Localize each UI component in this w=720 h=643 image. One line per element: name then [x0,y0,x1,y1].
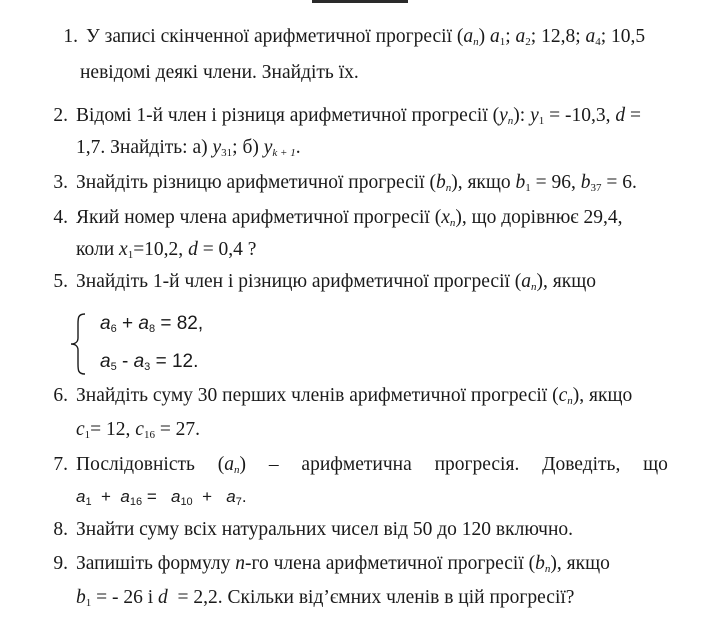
problem-6-line-1: Знайдіть суму 30 перших членів арифметичної прогресії $(c_n)$, якщо [76,385,633,407]
problem-number: 6. [53,385,68,406]
system-brace [68,312,88,376]
problem-1-line-1: У записі скінченної арифметичної прогресії $(a_n)$ $a_1$; $a_2$; 12,8; $a_4$; 10,5 [86,26,646,48]
problem-7-line-2: $a_1 + a_{16} = a_{10} + a_7$. [76,487,247,508]
problem-number: 3. [53,172,68,193]
problem-3-line-1: Знайдіть різницю арифметичної прогресії $(b_n)$, якщо $b_1 = 96$, $b_{37} = 6$. [76,172,637,194]
problem-6-line-2: $c_1= 12$, $c_{16} = 27$. [76,419,201,441]
top-edge-mark [312,0,408,3]
problem-number: 8. [53,519,68,540]
problem-2-line-2: 1,7. Знайдіть: а) $y_{31}$; б) $y_{k + 1}$. [76,137,301,159]
problem-number: 9. [53,553,68,574]
problem-4-line-1: Який номер члена арифметичної прогресії $(x_n)$, що дорівнює 29,4, [76,207,623,229]
problem-9-line-1: Запишіть формулу n-го члена арифметичної прогресії $(b_n)$, якщо [76,553,610,575]
problem-8-line-1: Знайти суму всіх натуральних чисел від 50 до 120 включно. [76,519,574,540]
system-equation-2: $a_5 - a_3 = 12$. [100,351,199,373]
problem-number: 4. [53,207,68,228]
problem-number: 7. [53,454,68,475]
problem-2-line-1: Відомі 1-й член і різниця арифметичної прогресії $(y_n)$: $y_1 = -10,3$, d = [76,105,641,127]
problem-1-line-2: невідомі деякі члени. Знайдіть їх. [80,62,359,83]
problem-number: 1. [63,26,78,47]
system-equation-1: $a_6 + a_8 = 82$, [100,313,204,335]
problem-number: 5. [53,271,68,292]
problem-number: 2. [53,105,68,126]
problem-5-line-1: Знайдіть 1-й член і різницю арифметичної прогресії $(a_n)$, якщо [76,271,596,293]
problem-4-line-2: коли $x_1=10,2$, d = 0,4 ? [76,239,257,261]
problem-7-line-1: Послідовність $(a_n)$ – арифметична прогресія. Доведіть, що [76,454,668,476]
problem-9-line-2: $b_1$ = - 26 і d = 2,2. Скільки від’ємних членів в цій прогресії? [76,587,575,609]
